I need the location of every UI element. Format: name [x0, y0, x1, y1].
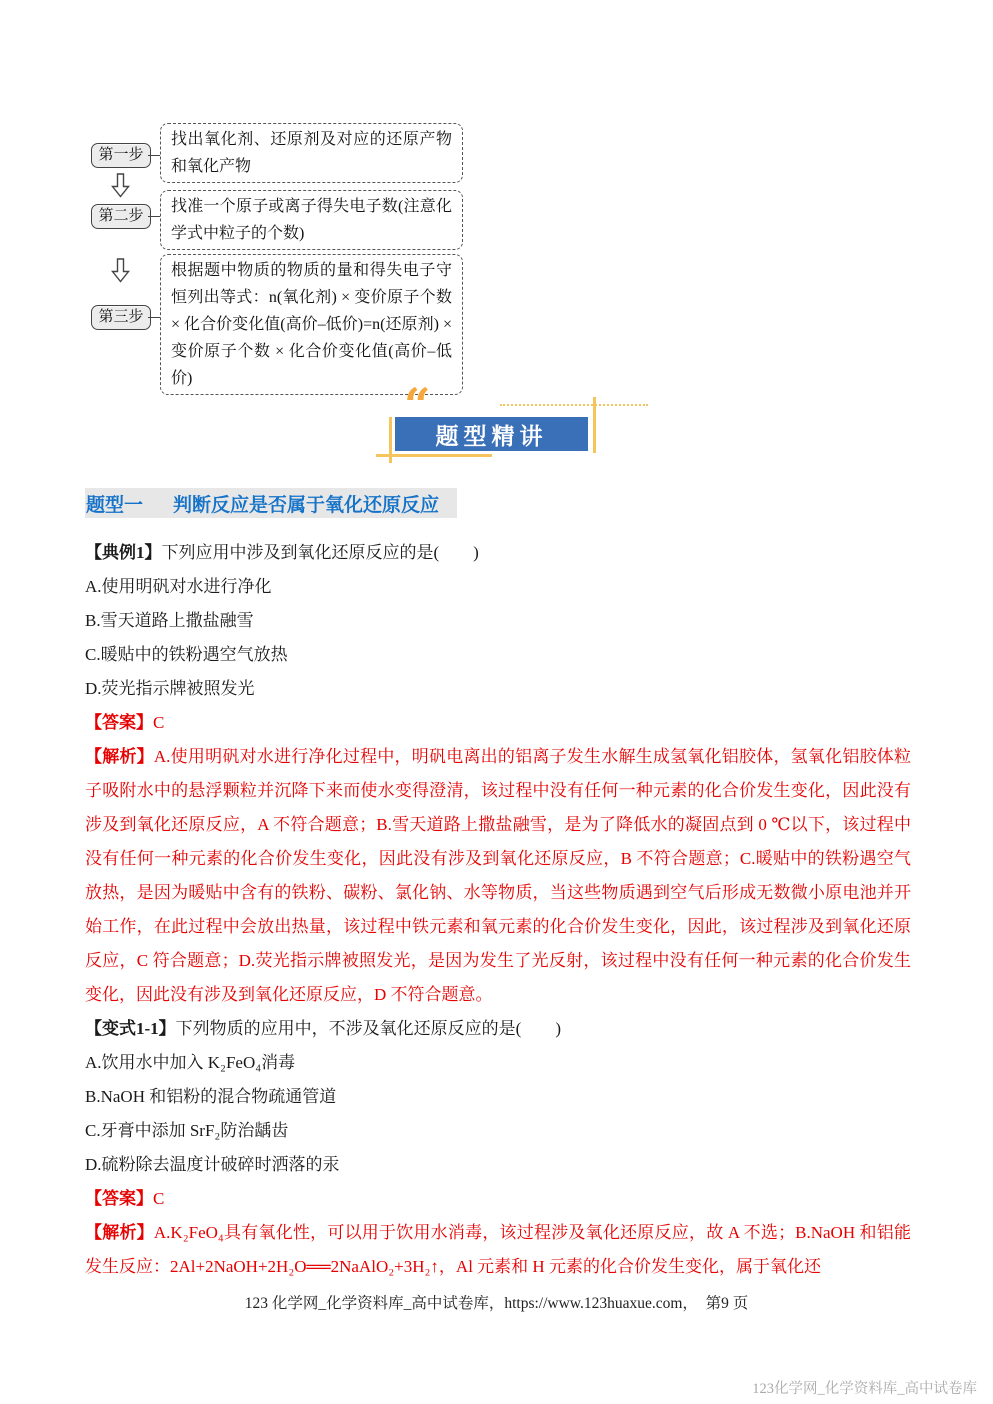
option-c: C.牙膏中添加 SrF₂防治龋齿 [85, 1121, 289, 1140]
banner-right-line [593, 397, 596, 453]
banner-bottom-line [376, 454, 492, 457]
option-d: D.硫粉除去温度计破碎时洒落的汞 [85, 1155, 340, 1174]
quote-icon: “ [404, 378, 431, 432]
answer-value: C [153, 713, 165, 732]
down-arrow-icon [111, 173, 130, 198]
step-label-2: 第二步 [91, 204, 151, 229]
answer-line [85, 706, 911, 740]
option-b: B.雪天道路上撒盐融雪 [85, 611, 254, 630]
down-arrow-icon [111, 258, 130, 283]
page-footer: 123 化学网_化学资料库_高中试卷库，https://www.123huaxue.com， 第9 页 [244, 1295, 749, 1312]
option-a: A.使用明矾对水进行净化 [85, 577, 272, 596]
example-label: 【典例1】 [85, 543, 162, 562]
section-title: 判断反应是否属于氧化还原反应 [173, 494, 440, 516]
section-heading [85, 488, 457, 518]
option-d: D.荧光指示牌被照发光 [85, 679, 255, 698]
example-question: 【典例1】下列应用中涉及到氧化还原反应的是( ) [85, 543, 479, 562]
answer-value: C [153, 1189, 165, 1208]
section-number: 题型一 [86, 494, 144, 516]
analysis-label: 【解析】 [85, 1223, 154, 1242]
content-area [85, 536, 911, 1284]
analysis-paragraph: 【解析】A.使用明矾对水进行净化过程中，明矾电离出的铝离子发生水解生成氢氧化铝胶体，氢氧化铝胶体粒子吸附水中的悬浮颗粒并沉降下来而使水变得澄清，该过程中没有任何一种元素的化合价发生变化，因此没有涉及到氧化还原反应，A 不符合题意；B.雪天道路上撒盐融雪，是为了降低水的凝固点到 0 ℃以下，该过程中没有任何一种元素的化合价发生变化，因此没有涉及到氧化还原反应，B 不符合题意；C.暖贴中的铁粉遇空气放热，是因为暖贴中含有的铁粉、碳粉、氯化钠、水等物质，当这些物质遇到空气后形成无数微小原电池并开始工作，在此过程中会放出热量，该过程中铁元素和氧元素的化合价发生变化，因此，该过程涉及到氧化还原反应，C 符合题意；D.荧光指示牌被照发光，是因为发生了光反射，该过程中没有任何一种元素的化合价发生变化，因此没有涉及到氧化还原反应，D 不符合题意。 [85, 747, 912, 1004]
step-box-2: 找准一个原子或离子得失电子数(注意化学式中粒子的个数) [160, 190, 463, 250]
answer-label: 【答案】 [85, 1189, 153, 1208]
step-box-1: 找出氧化剂、还原剂及对应的还原产物和氧化产物 [160, 123, 463, 183]
topic-banner [375, 378, 660, 475]
option-a: A.饮用水中加入 K₂FeO₄消毒 [85, 1053, 296, 1072]
step-label-1: 第一步 [91, 143, 151, 168]
variant-question: 【变式1-1】下列物质的应用中，不涉及氧化还原反应的是( ) [85, 1019, 561, 1038]
step-box-3: 根据题中物质的物质的量和得失电子守恒列出等式：n(氧化剂) × 变价原子个数 × 化合价变化值(高价–低价)=n(还原剂) × 变价原子个数 × 化合价变化值(高价–低价) [160, 254, 463, 395]
banner-dotted-line [500, 404, 648, 406]
answer-line [85, 1182, 911, 1216]
option-b: B.NaOH 和铝粉的混合物疏通管道 [85, 1087, 337, 1106]
solution-steps-flowchart [85, 123, 465, 393]
answer-label: 【答案】 [85, 713, 153, 732]
analysis-label: 【解析】 [85, 747, 154, 766]
watermark-text: 123化学网_化学资料库_高中试卷库 [752, 1381, 977, 1397]
analysis-paragraph: 【解析】A.K₂FeO₄具有氧化性，可以用于饮用水消毒，该过程涉及氧化还原反应，故 A 不选；B.NaOH 和铝能发生反应：2Al+2NaOH+2H₂O══2NaAlO₂+3H₂↑，Al 元素和 H 元素的化合价发生变化，属于氧化还 [85, 1223, 911, 1276]
option-c: C.暖贴中的铁粉遇空气放热 [85, 645, 288, 664]
variant-label: 【变式1-1】 [85, 1019, 176, 1038]
banner-title: 题型精讲 [395, 417, 588, 451]
step-label-3: 第三步 [91, 305, 151, 330]
